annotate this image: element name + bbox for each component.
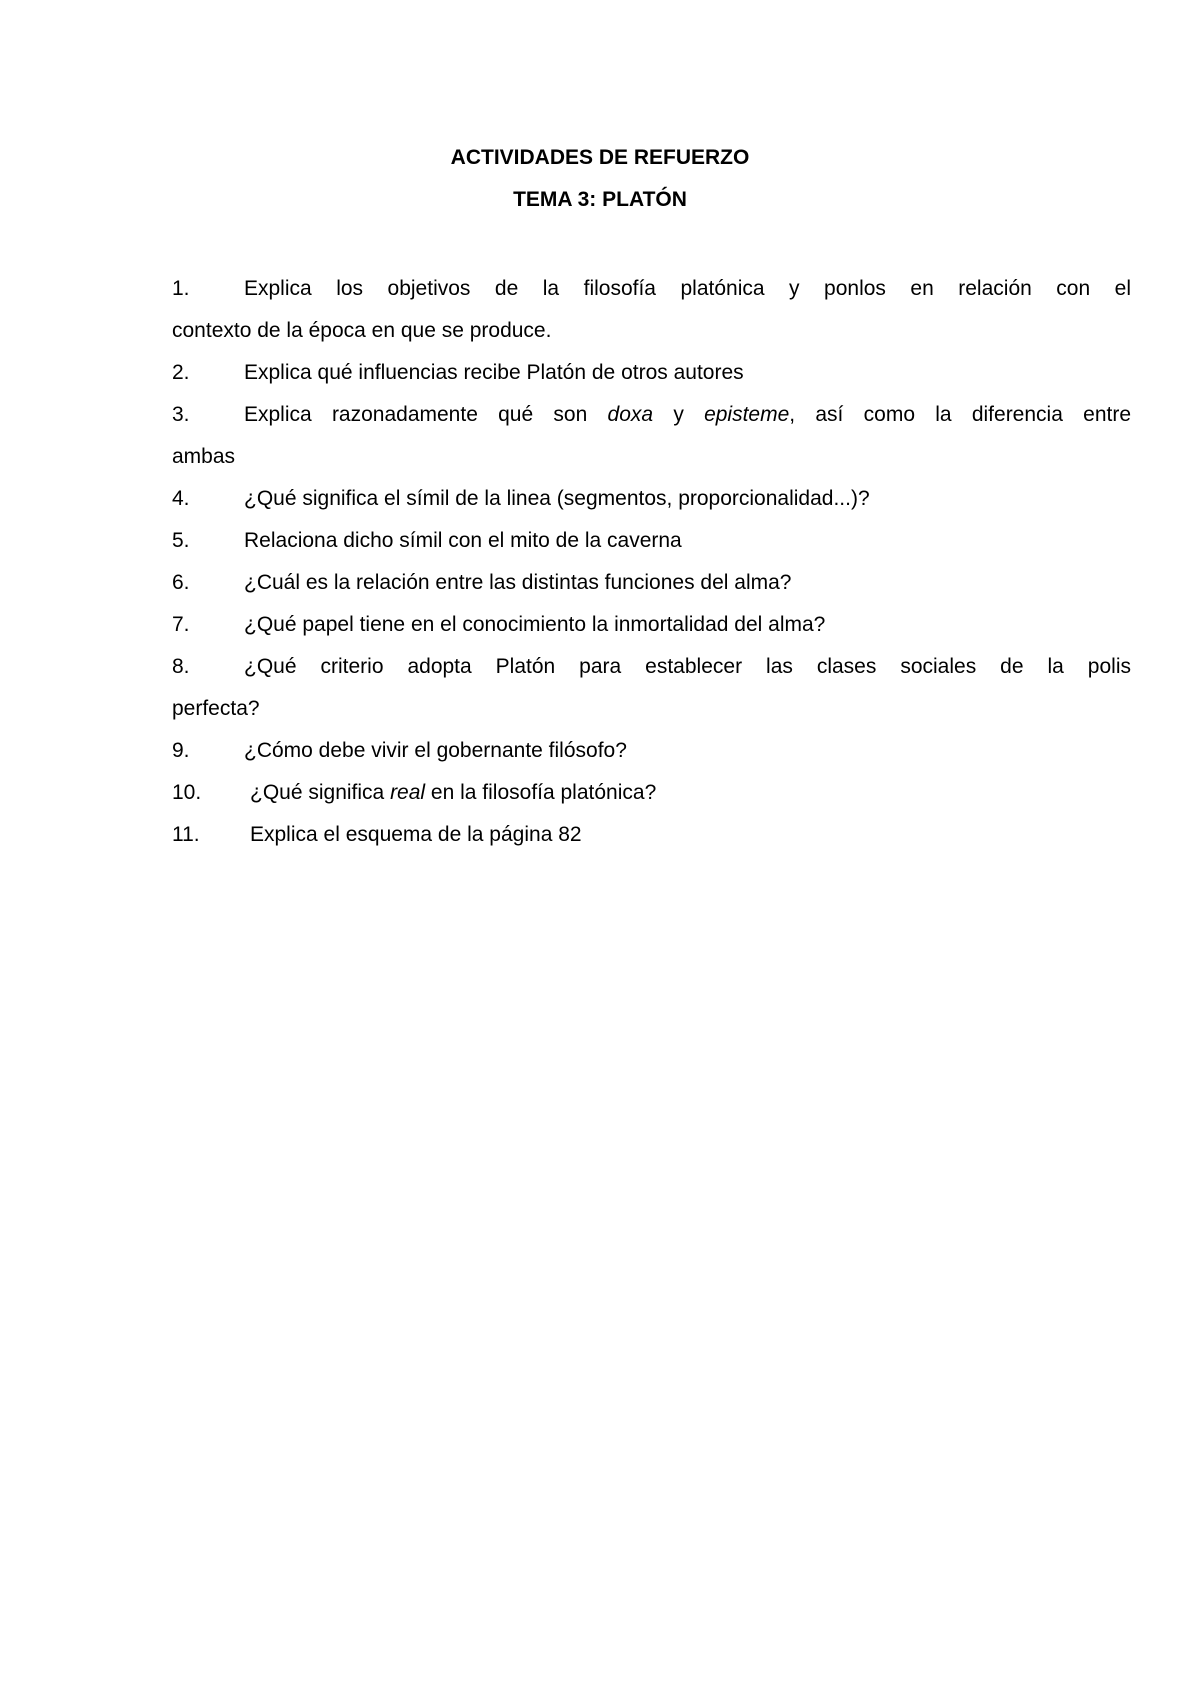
list-item-10 (172, 772, 1131, 814)
item-number: 2. (172, 361, 190, 384)
item-text: Explica razonadamente qué son (244, 403, 608, 426)
item-number: 5. (172, 529, 190, 552)
list-item-5 (172, 520, 1131, 562)
item-number: 4. (172, 487, 190, 510)
list-item-3 (172, 394, 1131, 478)
item-text: ¿Cómo debe vivir el gobernante filósofo? (244, 739, 627, 762)
item-text: ¿Cuál es la relación entre las distintas funciones del alma? (244, 571, 792, 594)
item-3-line1 (172, 394, 1131, 436)
item-text: ¿Qué papel tiene en el conocimiento la inmortalidad del alma? (244, 613, 826, 636)
item-text: ¿Qué criterio adopta Platón para establecer las clases sociales de la polis (244, 655, 1131, 678)
item-1-line1 (172, 268, 1131, 310)
item-text: ¿Qué significa el símil de la linea (segmentos, proporcionalidad...)? (244, 487, 870, 510)
item-text-continuation: contexto de la época en que se produce. (172, 319, 552, 342)
item-italic-term: episteme (704, 403, 790, 426)
item-text: en la filosofía platónica? (425, 781, 657, 804)
item-number: 3. (172, 403, 190, 426)
list-item-6 (172, 562, 1131, 604)
item-italic-term: real (390, 781, 426, 804)
document-subtitle: TEMA 3: PLATÓN (513, 188, 687, 211)
list-item-8 (172, 646, 1131, 730)
item-number: 1. (172, 277, 190, 300)
item-text: y (653, 403, 705, 426)
item-italic-term: doxa (607, 403, 654, 426)
document-title: ACTIVIDADES DE REFUERZO (450, 146, 750, 169)
item-text: ¿Qué significa (250, 781, 391, 804)
list-item-4 (172, 478, 1131, 520)
item-8-line1 (172, 646, 1131, 688)
item-number: 11. (172, 823, 200, 846)
item-number: 7. (172, 613, 190, 636)
item-number: 9. (172, 739, 190, 762)
activity-list (172, 268, 1131, 856)
item-text: , así como la diferencia entre (789, 403, 1132, 426)
item-text: Relaciona dicho símil con el mito de la caverna (244, 529, 682, 552)
item-text-continuation: ambas (172, 445, 236, 468)
item-text-continuation: perfecta? (172, 697, 260, 720)
list-item-11 (172, 814, 1131, 856)
item-number: 6. (172, 571, 190, 594)
list-item-9 (172, 730, 1131, 772)
item-number: 10. (172, 781, 202, 804)
item-text: Explica qué influencias recibe Platón de otros autores (244, 361, 744, 384)
item-number: 8. (172, 655, 190, 678)
item-text: Explica el esquema de la página 82 (250, 823, 582, 846)
item-text: Explica los objetivos de la filosofía platónica y ponlos en relación con el (244, 277, 1131, 300)
list-item-1 (172, 268, 1131, 352)
list-item-7 (172, 604, 1131, 646)
list-item-2 (172, 352, 1131, 394)
